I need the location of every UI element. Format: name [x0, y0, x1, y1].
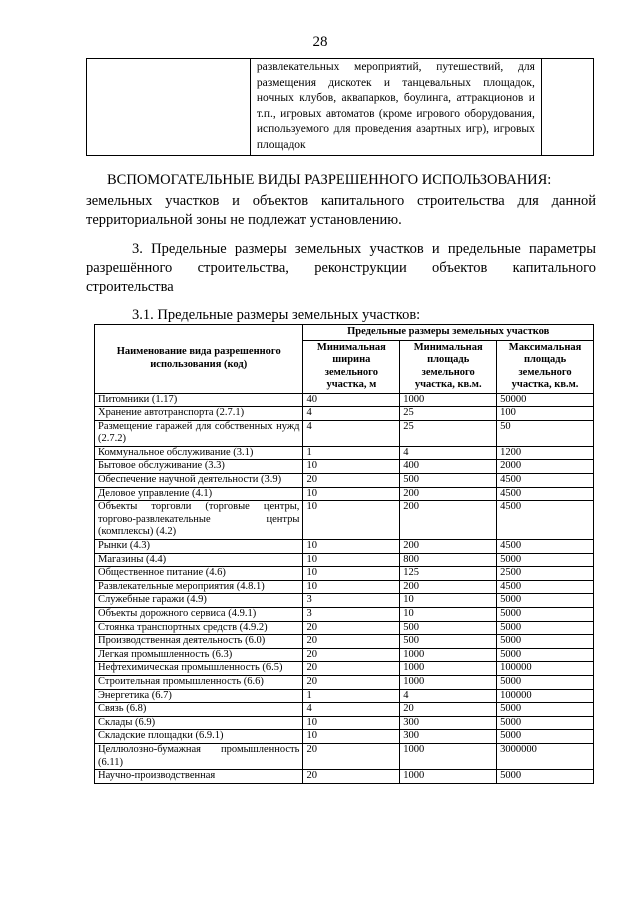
row-name-cell: Развлекательные мероприятия (4.8.1)	[95, 580, 303, 594]
row-min-width-cell: 20	[303, 662, 400, 676]
row-max-area-cell: 5000	[497, 553, 594, 567]
table-row	[95, 487, 594, 501]
row-min-area-cell: 300	[400, 730, 497, 744]
table-row	[95, 743, 594, 769]
row-min-area-cell: 800	[400, 553, 497, 567]
row-min-area-cell: 500	[400, 635, 497, 649]
header-group: Предельные размеры земельных участков	[303, 325, 594, 341]
row-max-area-cell: 5000	[497, 621, 594, 635]
row-min-area-cell: 1000	[400, 770, 497, 784]
table-row	[95, 662, 594, 676]
row-name-cell: Служебные гаражи (4.9)	[95, 594, 303, 608]
table-row	[95, 446, 594, 460]
table-row	[95, 730, 594, 744]
table-row	[95, 770, 594, 784]
table-row	[95, 460, 594, 474]
row-min-area-cell: 4	[400, 446, 497, 460]
row-min-area-cell: 300	[400, 716, 497, 730]
row-min-area-cell: 200	[400, 487, 497, 501]
table-cell-text: развлекательных мероприятий, путешествий, для размещения дискотек и танцевальных площадок, ночных клубов, аквапарков, боулинга, аттракционов и т.п., игровых автоматов (кроме игрового оборудования, используемого для проведения азартных игр), игровых площадок	[250, 59, 541, 156]
row-max-area-cell: 4500	[497, 474, 594, 488]
row-name-cell: Связь (6.8)	[95, 703, 303, 717]
header-max-area: Максимальная площадь земельного участка, кв.м.	[497, 340, 594, 393]
row-name-cell: Объекты торговли (торговые центры, торгово-развлекательные центры (комплексы) (4.2)	[95, 501, 303, 540]
row-name-cell: Коммунальное обслуживание (3.1)	[95, 446, 303, 460]
row-name-cell: Склады (6.9)	[95, 716, 303, 730]
table-row	[95, 689, 594, 703]
row-max-area-cell: 100	[497, 407, 594, 421]
row-min-width-cell: 1	[303, 689, 400, 703]
table-row	[95, 703, 594, 717]
row-max-area-cell: 1200	[497, 446, 594, 460]
table-row	[95, 474, 594, 488]
row-max-area-cell: 4500	[497, 487, 594, 501]
row-max-area-cell: 5000	[497, 703, 594, 717]
table-body	[95, 393, 594, 783]
header-min-width: Минимальная ширина земельного участка, м	[303, 340, 400, 393]
continuation-table	[86, 58, 594, 156]
row-min-area-cell: 200	[400, 540, 497, 554]
row-min-width-cell: 10	[303, 716, 400, 730]
row-min-area-cell: 200	[400, 501, 497, 540]
row-max-area-cell: 5000	[497, 635, 594, 649]
row-min-width-cell: 10	[303, 580, 400, 594]
row-name-cell: Складские площадки (6.9.1)	[95, 730, 303, 744]
row-min-width-cell: 10	[303, 540, 400, 554]
table-row	[95, 580, 594, 594]
row-min-width-cell: 10	[303, 487, 400, 501]
row-min-area-cell: 1000	[400, 743, 497, 769]
row-min-width-cell: 10	[303, 567, 400, 581]
row-max-area-cell: 4500	[497, 501, 594, 540]
row-min-width-cell: 20	[303, 770, 400, 784]
row-min-area-cell: 10	[400, 594, 497, 608]
table-row	[95, 608, 594, 622]
row-name-cell: Строительная промышленность (6.6)	[95, 675, 303, 689]
row-min-width-cell: 4	[303, 407, 400, 421]
row-min-width-cell: 3	[303, 608, 400, 622]
row-max-area-cell: 5000	[497, 730, 594, 744]
row-max-area-cell: 2500	[497, 567, 594, 581]
row-max-area-cell: 3000000	[497, 743, 594, 769]
land-plot-size-table	[94, 324, 594, 784]
table-row	[87, 59, 594, 156]
row-min-area-cell: 25	[400, 420, 497, 446]
row-min-area-cell: 25	[400, 407, 497, 421]
row-min-width-cell: 20	[303, 621, 400, 635]
row-name-cell: Легкая промышленность (6.3)	[95, 648, 303, 662]
row-min-width-cell: 10	[303, 553, 400, 567]
row-min-area-cell: 200	[400, 580, 497, 594]
row-min-area-cell: 400	[400, 460, 497, 474]
row-max-area-cell: 4500	[497, 580, 594, 594]
section-heading: ВСПОМОГАТЕЛЬНЫЕ ВИДЫ РАЗРЕШЕННОГО ИСПОЛЬЗОВАНИЯ:	[107, 172, 552, 188]
row-name-cell: Питомники (1.17)	[95, 393, 303, 407]
row-min-width-cell: 10	[303, 460, 400, 474]
row-min-area-cell: 20	[400, 703, 497, 717]
paragraph: земельных участков и объектов капитального строительства для данной территориальной зоны не подлежат установлению.	[86, 193, 596, 228]
row-min-area-cell: 4	[400, 689, 497, 703]
row-name-cell: Энергетика (6.7)	[95, 689, 303, 703]
table-row	[95, 716, 594, 730]
row-name-cell: Производственная деятельность (6.0)	[95, 635, 303, 649]
row-max-area-cell: 100000	[497, 689, 594, 703]
row-min-area-cell: 10	[400, 608, 497, 622]
row-min-width-cell: 4	[303, 703, 400, 717]
table-row	[95, 407, 594, 421]
row-min-area-cell: 1000	[400, 662, 497, 676]
table-header-row	[95, 325, 594, 341]
table-row	[95, 567, 594, 581]
paragraph: 3. Предельные размеры земельных участков и предельные параметры разрешённого строительства, реконструкции объектов капитального строительства	[86, 241, 596, 295]
row-min-width-cell: 10	[303, 501, 400, 540]
table-row	[95, 675, 594, 689]
row-max-area-cell: 4500	[497, 540, 594, 554]
row-min-width-cell: 4	[303, 420, 400, 446]
row-min-width-cell: 1	[303, 446, 400, 460]
row-name-cell: Стоянка транспортных средств (4.9.2)	[95, 621, 303, 635]
table-cell	[541, 59, 593, 156]
table-row	[95, 540, 594, 554]
row-min-area-cell: 1000	[400, 648, 497, 662]
row-name-cell: Обеспечение научной деятельности (3.9)	[95, 474, 303, 488]
table-row	[95, 594, 594, 608]
row-max-area-cell: 100000	[497, 662, 594, 676]
row-min-width-cell: 3	[303, 594, 400, 608]
row-max-area-cell: 5000	[497, 594, 594, 608]
row-min-width-cell: 40	[303, 393, 400, 407]
table-row	[95, 501, 594, 540]
row-max-area-cell: 5000	[497, 716, 594, 730]
table-row	[95, 393, 594, 407]
row-min-area-cell: 500	[400, 621, 497, 635]
row-min-width-cell: 20	[303, 648, 400, 662]
table-row	[95, 553, 594, 567]
row-name-cell: Объекты дорожного сервиса (4.9.1)	[95, 608, 303, 622]
row-max-area-cell: 5000	[497, 648, 594, 662]
row-max-area-cell: 50	[497, 420, 594, 446]
row-name-cell: Общественное питание (4.6)	[95, 567, 303, 581]
row-name-cell: Хранение автотранспорта (2.7.1)	[95, 407, 303, 421]
row-max-area-cell: 5000	[497, 675, 594, 689]
table-row	[95, 635, 594, 649]
row-min-width-cell: 20	[303, 474, 400, 488]
row-min-area-cell: 500	[400, 474, 497, 488]
row-name-cell: Целлюлозно-бумажная промышленность (6.11)	[95, 743, 303, 769]
table-row	[95, 420, 594, 446]
row-max-area-cell: 2000	[497, 460, 594, 474]
row-name-cell: Магазины (4.4)	[95, 553, 303, 567]
row-name-cell: Нефтехимическая промышленность (6.5)	[95, 662, 303, 676]
row-min-width-cell: 20	[303, 743, 400, 769]
row-name-cell: Деловое управление (4.1)	[95, 487, 303, 501]
row-max-area-cell: 50000	[497, 393, 594, 407]
header-name: Наименование вида разрешенного использования (код)	[95, 325, 303, 394]
row-min-area-cell: 1000	[400, 675, 497, 689]
row-max-area-cell: 5000	[497, 608, 594, 622]
row-min-area-cell: 1000	[400, 393, 497, 407]
table-row	[95, 648, 594, 662]
row-min-width-cell: 20	[303, 635, 400, 649]
row-name-cell: Размещение гаражей для собственных нужд (2.7.2)	[95, 420, 303, 446]
page-number: 28	[312, 34, 328, 50]
table-cell	[87, 59, 251, 156]
row-min-width-cell: 20	[303, 675, 400, 689]
row-name-cell: Рынки (4.3)	[95, 540, 303, 554]
paragraph: 3.1. Предельные размеры земельных участков:	[132, 307, 421, 323]
row-name-cell: Бытовое обслуживание (3.3)	[95, 460, 303, 474]
row-min-area-cell: 125	[400, 567, 497, 581]
row-min-width-cell: 10	[303, 730, 400, 744]
row-name-cell: Научно-производственная	[95, 770, 303, 784]
header-min-area: Минимальная площадь земельного участка, кв.м.	[400, 340, 497, 393]
table-row	[95, 621, 594, 635]
row-max-area-cell: 5000	[497, 770, 594, 784]
